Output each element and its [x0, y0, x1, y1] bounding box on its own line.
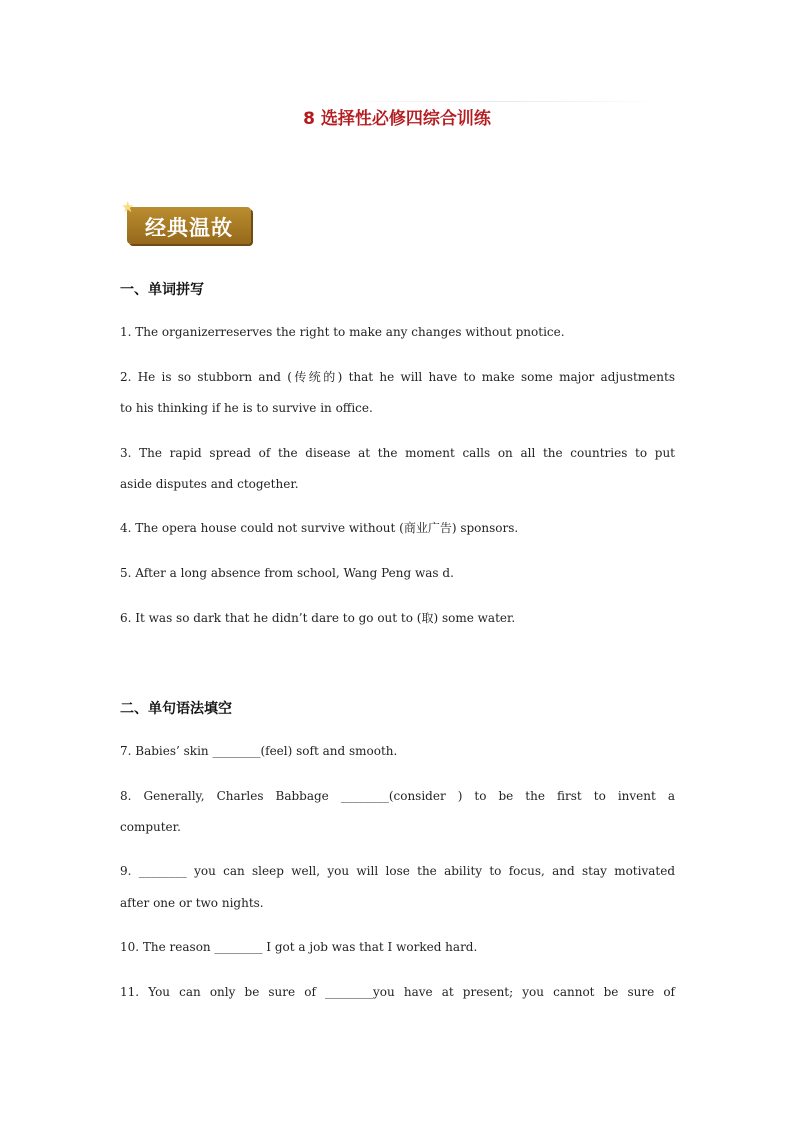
exercise-line: 8. Generally, Charles Babbage ________(consider ) to be the first to invent a	[120, 789, 675, 803]
exercise-line: 1. The organizerreserves the right to make any changes without pnotice.	[120, 325, 565, 339]
exercise-line: 2. He is so stubborn and (传统的) that he will have to make some major adjustments	[120, 370, 675, 384]
star-icon: ★	[121, 198, 135, 216]
exercise-line: after one or two nights.	[120, 896, 264, 910]
exercise-line: 10. The reason ________ I got a job was that I worked hard.	[120, 940, 478, 954]
exercise-line: 3. The rapid spread of the disease at the moment calls on all the countries to put	[120, 446, 675, 460]
exercise-line: 9. ________ you can sleep well, you will lose the ability to focus, and stay motivated	[120, 864, 675, 878]
exercise-line: 4. The opera house could not survive without (商业广告) sponsors.	[120, 521, 519, 535]
section-heading-spelling: 一、单词拼写	[120, 282, 204, 298]
section-badge	[127, 207, 251, 244]
header-rule	[330, 101, 665, 102]
exercise-line: 5. After a long absence from school, Wang Peng was d.	[120, 566, 454, 580]
badge-label: 经典温故	[145, 216, 233, 240]
exercise-line: aside disputes and ctogether.	[120, 477, 299, 491]
exercise-line: to his thinking if he is to survive in office.	[120, 401, 373, 415]
exercise-line: 7. Babies’ skin ________(feel) soft and smooth.	[120, 744, 398, 758]
exercise-line: computer.	[120, 820, 181, 834]
document-title: 8 选择性必修四综合训练	[303, 109, 491, 129]
exercise-line: 11. You can only be sure of ________you have at present; you cannot be sure of	[120, 985, 675, 999]
exercise-line: 6. It was so dark that he didn’t dare to go out to (取) some water.	[120, 611, 516, 625]
section-heading-grammar: 二、单句语法填空	[120, 701, 232, 717]
